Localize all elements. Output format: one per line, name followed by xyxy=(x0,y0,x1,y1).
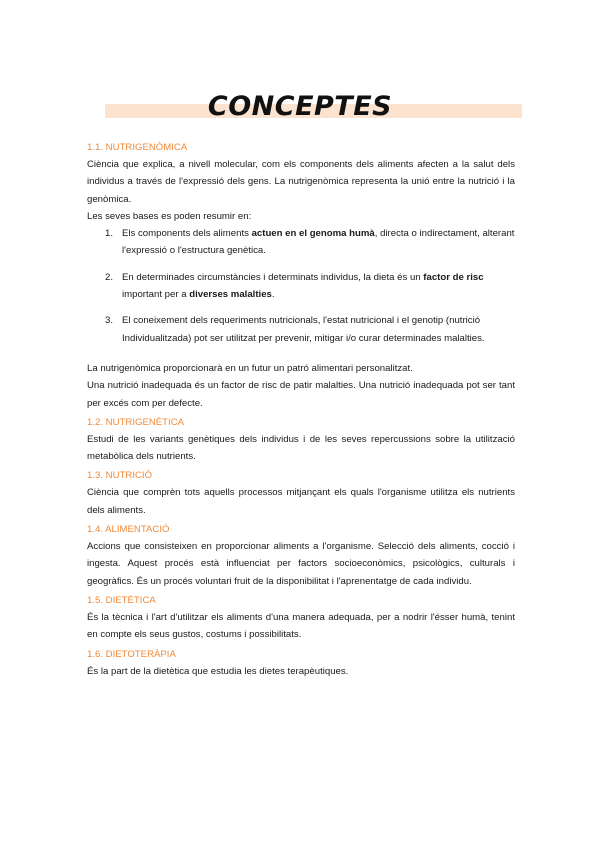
list-number: 2. xyxy=(105,271,114,283)
list-text: Els components dels aliments xyxy=(122,228,252,240)
list-bold: diverses malalties xyxy=(189,289,272,301)
list-text: En determinades circumstàncies i determinats individus, la dieta és un xyxy=(122,271,424,283)
bases-list xyxy=(87,225,515,347)
section-text-nutrigenomica: Ciència que explica, a nivell molecular, com els components dels aliments afecten a la salut dels individus a través de l'expressió dels gens. La nutrigenòmica representa la unió entre la nutrició i la genòmica. xyxy=(87,159,515,205)
section-heading-nutrigenetica: 1.2. NUTRIGENÈTICA xyxy=(87,416,185,428)
list-item xyxy=(87,312,515,347)
list-bold: factor de risc xyxy=(423,271,484,283)
section-text-dietetica: És la tècnica i l'art d'utilitzar els aliments d'una manera adequada, per a nodrir l'ésser humà, tenint en compte els seus gustos, costums i possibilitats. xyxy=(87,611,515,641)
list-item xyxy=(87,225,515,260)
section-text-alimentacio: Accions que consisteixen en proporcionar aliments a l'organisme. Selecció dels aliments, cocció i ingesta. Aquest procés està influenciat per factors socioeconòmics, psicològics, culturals i geogràfics. És un procés voluntari fruit de la disponibilitat i l'aprenentatge de cada individu. xyxy=(87,541,515,587)
section-heading-dietetica: 1.5. DIETÈTICA xyxy=(87,594,156,606)
section-heading-alimentacio: 1.4. ALIMENTACIÓ xyxy=(87,524,170,536)
document-body xyxy=(87,140,515,680)
list-item xyxy=(87,269,515,304)
section-heading-nutricio: 1.3. NUTRICIÓ xyxy=(87,470,153,482)
list-number: 1. xyxy=(105,228,114,240)
list-text: . xyxy=(271,289,275,301)
section-text-nutrigenetica: Estudi de les variants genètiques dels individus i de les seves repercussions sobre la utilització metabòlica dels nutrients. xyxy=(87,433,515,463)
section-heading-nutrigenomica: 1.1. NUTRIGENÒMICA xyxy=(87,142,188,153)
list-text: , directa o indirectament, alterant l'expressió o l'estructura genètica. xyxy=(122,228,515,257)
bases-intro: Les seves bases es poden resumir en: xyxy=(87,210,252,222)
list-text: El coneixement dels requeriments nutricionals, l'estat nutricional i el genotip (nutrició Individualitzada) pot ser utilitzat per prevenir, mitigar i/o curar determinades malalties. xyxy=(122,315,485,344)
page-title: CONCEPTES xyxy=(207,91,393,122)
list-bold: actuen en el genoma humà xyxy=(251,228,375,240)
list-text: important per a xyxy=(122,289,190,301)
section-text-nutricio: Ciència que comprèn tots aquells processos mitjançant els quals l'organisme utilitza els nutrients dels aliments. xyxy=(87,487,515,516)
section-heading-dietoterapia: 1.6. DIETOTERÀPIA xyxy=(87,648,176,660)
section-text-dietoterapia: És la part de la dietètica que estudia les dietes terapèutiques. xyxy=(87,665,349,677)
list-number: 3. xyxy=(105,315,114,327)
closing-text: Una nutrició inadequada és un factor de risc de patir malalties. Una nutrició inadequada pot ser tant per excés com per defecte. xyxy=(87,380,515,409)
closing-text: La nutrigenòmica proporcionarà en un futur un patró alimentari personalitzat. xyxy=(87,362,413,374)
